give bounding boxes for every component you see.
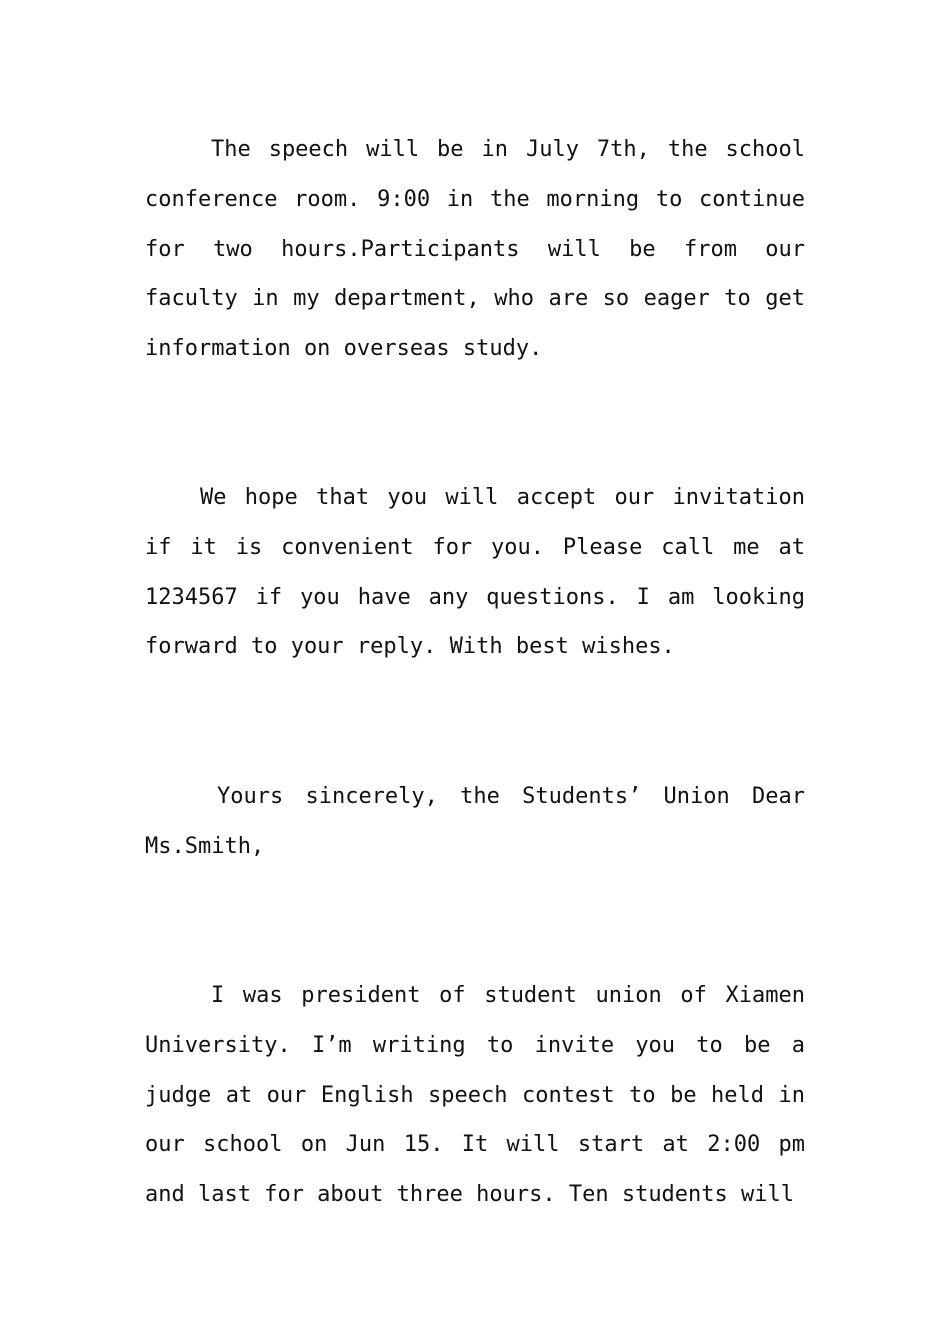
paragraph-contest-invitation: I was president of student union of Xiamen University. I’m writing to invite you to be a judge at our English speech contest to be held in our school on Jun 15. It will start at 2:00 pm and last for about three hours. Ten students will bbox=[145, 983, 805, 1208]
paragraph-speech-details: The speech will be in July 7th, the school conference room. 9:00 in the morning to continue for two hours.Participants will be from our faculty in my department, who are so eager to get information on overseas study. bbox=[145, 137, 805, 362]
paragraph-invitation-request: We hope that you will accept our invitation if it is convenient for you. Please call me at 1234567 if you have any questions. I am looking forward to your reply. With best wishes. bbox=[145, 485, 805, 660]
paragraph-closing-salutation: Yours sincerely, the Students’ Union Dear Ms.Smith, bbox=[145, 784, 805, 859]
